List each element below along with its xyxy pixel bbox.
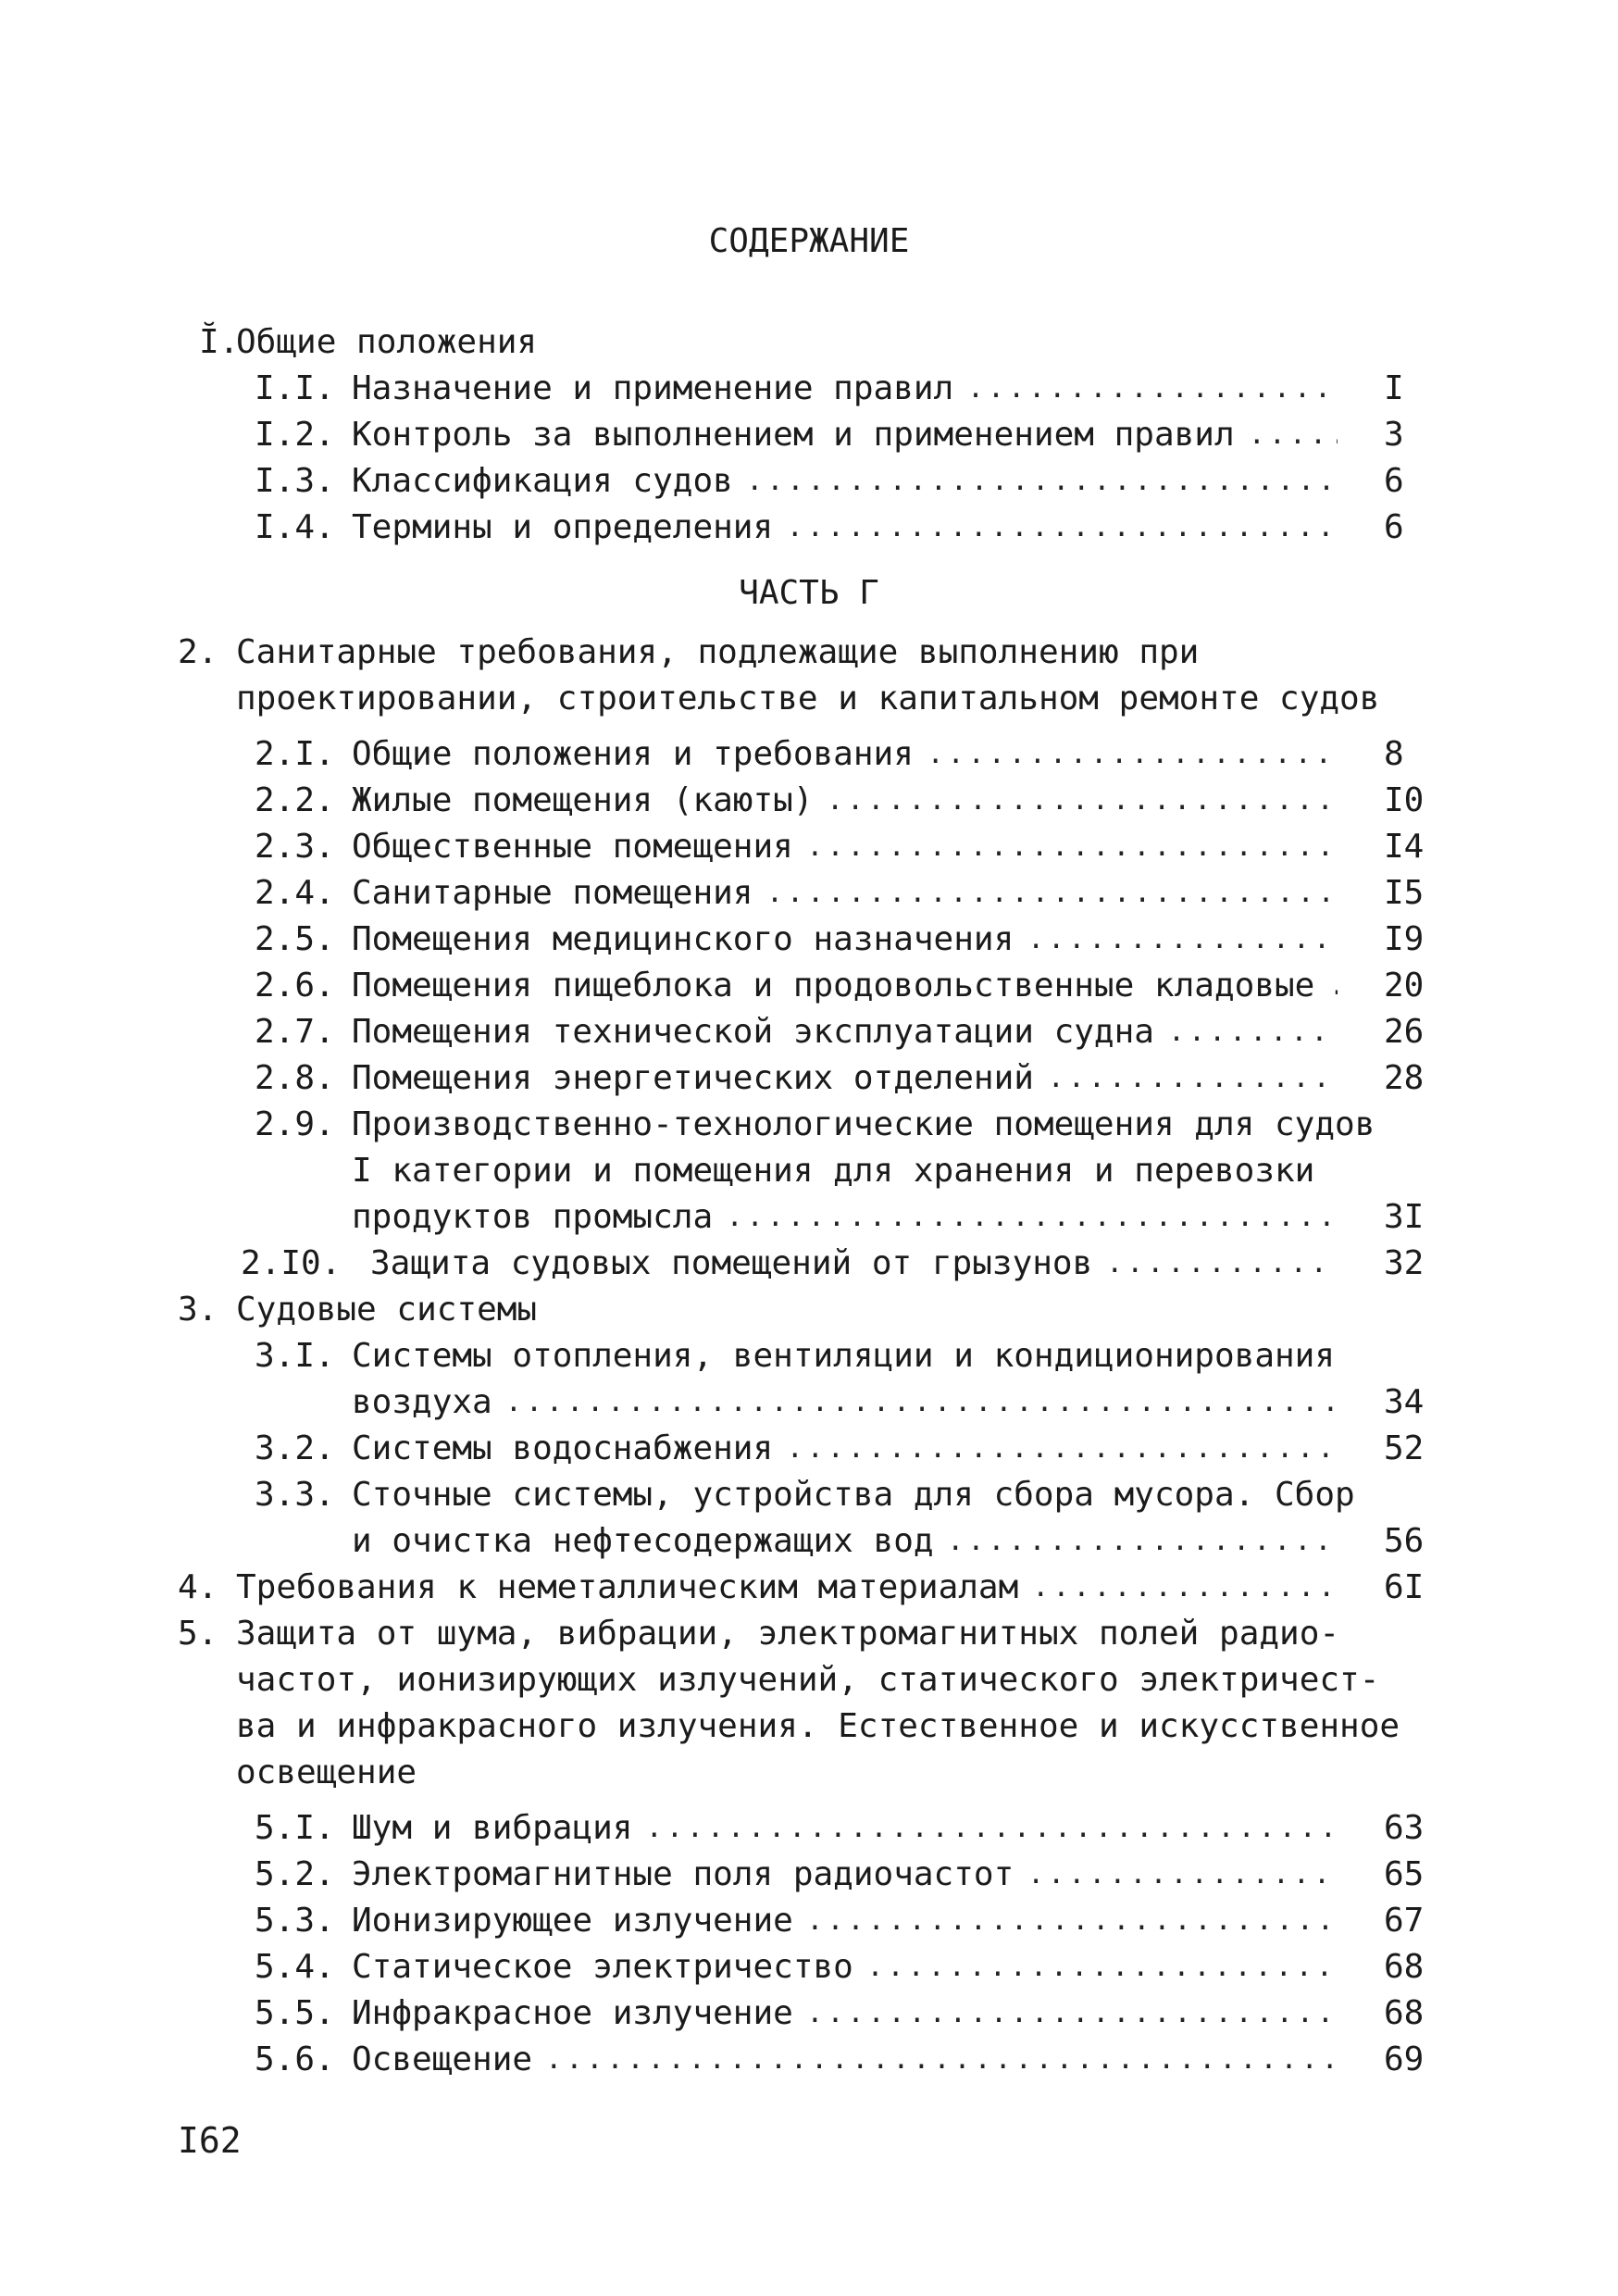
dot-leader — [967, 366, 1338, 412]
toc-entry-title: Освещение — [352, 2040, 533, 2078]
toc-entry-page: 8 — [1384, 735, 1404, 773]
toc-entry-title: Классификация судов — [352, 462, 733, 500]
dot-leader — [646, 1805, 1338, 1852]
toc-entry-title: освещение — [236, 1753, 417, 1791]
toc-entry — [0, 630, 1618, 676]
toc-entry-title: проектировании, строительстве и капитальном ремонте судов — [236, 680, 1380, 718]
toc-entry-title: ва и инфракрасного излучения. Естественное и искусственное — [236, 1707, 1400, 1745]
dot-leader — [927, 731, 1338, 778]
toc-entry — [0, 1944, 1618, 1990]
toc-entry-number: 2.2. — [255, 781, 335, 819]
toc-entry — [0, 1990, 1618, 2037]
toc-entry-title: Термины и определения — [352, 508, 774, 546]
toc-entry — [0, 1750, 1618, 1796]
toc-entry — [0, 1333, 1618, 1379]
toc-entry-title: Назначение и применение правил — [352, 369, 954, 407]
dot-leader — [727, 1194, 1338, 1241]
dot-leader — [806, 1990, 1338, 2037]
toc-entry-title: Помещения энергетических отделений — [352, 1059, 1034, 1097]
toc-entry-title: частот, ионизирующих излучений, статического электричест- — [236, 1661, 1380, 1699]
toc-entry-number: I.2. — [255, 416, 335, 454]
toc-entry — [0, 1426, 1618, 1472]
dot-leader — [1106, 1241, 1338, 1287]
toc-entry — [0, 778, 1618, 824]
toc-entry-title: воздуха — [352, 1383, 492, 1421]
toc-entry-title: Системы отопления, вентиляции и кондиционирования — [352, 1337, 1336, 1375]
toc-entry-number: Ĭ. — [199, 323, 240, 361]
toc-entry — [0, 731, 1618, 778]
toc-entry-title: Сточные системы, устройства для сбора мусора. Сбор — [352, 1476, 1355, 1514]
toc-entry-page: 63 — [1384, 1809, 1425, 1847]
toc-entry-number: 5.I. — [255, 1809, 335, 1847]
toc-entry-title: продуктов промысла — [352, 1198, 714, 1236]
toc-entry — [0, 1287, 1618, 1333]
toc-entry-number: 5.5. — [255, 1994, 335, 2032]
toc-entry-title: Общественные помещения — [352, 828, 793, 866]
toc-entry-number: 2.6. — [255, 967, 335, 1004]
toc-entry — [0, 1657, 1618, 1703]
toc-entry-page: 34 — [1384, 1383, 1425, 1421]
toc-entry-number: 2.7. — [255, 1013, 335, 1051]
toc-entry — [0, 1472, 1618, 1518]
toc-entry — [0, 1055, 1618, 1102]
toc-entry-page: 6 — [1384, 508, 1404, 546]
toc-entry — [0, 963, 1618, 1009]
toc-entry-number: 5.6. — [255, 2040, 335, 2078]
toc-entry — [0, 458, 1618, 505]
toc-entry-title: Санитарные помещения — [352, 874, 753, 912]
part-heading: ЧАСТЬ Г — [739, 574, 879, 612]
toc-entry — [0, 1703, 1618, 1750]
toc-entry-page: 67 — [1384, 1902, 1425, 1940]
toc-entry — [0, 917, 1618, 963]
dot-leader — [1027, 917, 1338, 963]
toc-entry-number: 2.I0. — [241, 1244, 342, 1282]
toc-entry-title: Электромагнитные поля радиочастот — [352, 1855, 1014, 1893]
toc-entry-number: 5.2. — [255, 1855, 335, 1893]
toc-entry-title: Помещения пищеблока и продовольственные кладовые — [352, 967, 1315, 1004]
toc-entry-title: Жилые помещения (каюты) — [352, 781, 814, 819]
toc-entry — [0, 676, 1618, 722]
toc-entry-title: Помещения медицинского назначения — [352, 920, 1014, 958]
dot-leader — [806, 824, 1338, 870]
toc-entry-title: Статическое электричество — [352, 1948, 853, 1986]
dot-leader — [1032, 1565, 1338, 1611]
toc-entry — [0, 1102, 1618, 1148]
toc-entry-page: I9 — [1384, 920, 1425, 958]
toc-entry-page: 68 — [1384, 1948, 1425, 1986]
dot-leader — [1249, 412, 1338, 458]
toc-entry — [0, 1194, 1618, 1241]
toc-entry-page: 56 — [1384, 1522, 1425, 1560]
toc-entry — [0, 870, 1618, 917]
toc-entry-page: I0 — [1384, 781, 1425, 819]
toc-entry-page: I4 — [1384, 828, 1425, 866]
toc-entry-number: 5. — [178, 1615, 218, 1653]
dot-leader — [947, 1518, 1338, 1565]
toc-entry-title: Общие положения и требования — [352, 735, 914, 773]
toc-entry — [0, 824, 1618, 870]
dot-leader — [1027, 1852, 1338, 1898]
toc-entry — [0, 1148, 1618, 1194]
toc-entry — [0, 1805, 1618, 1852]
toc-entry — [0, 1565, 1618, 1611]
toc-entry-page: I5 — [1384, 874, 1425, 912]
toc-entry-title: Шум и вибрация — [352, 1809, 633, 1847]
toc-entry-title: Общие положения — [236, 323, 538, 361]
toc-entry-number: 5.3. — [255, 1902, 335, 1940]
dot-leader — [766, 870, 1338, 917]
toc-entry-title: Защита от шума, вибрации, электромагнитных полей радио- — [236, 1615, 1340, 1653]
toc-entry-number: I.I. — [255, 369, 335, 407]
toc-entry-number: 2.3. — [255, 828, 335, 866]
toc-entry-number: I.4. — [255, 508, 335, 546]
toc-entry-page: 3I — [1384, 1198, 1425, 1236]
toc-entry-title: Производственно-технологические помещения для судов — [352, 1105, 1375, 1143]
toc-entry-number: 2.I. — [255, 735, 335, 773]
toc-entry-title: Системы водоснабжения — [352, 1429, 774, 1467]
toc-entry-title: Санитарные требования, подлежащие выполнению при — [236, 633, 1200, 671]
toc-entry-number: 3. — [178, 1291, 218, 1329]
toc-entry-page: I — [1384, 369, 1404, 407]
toc-entry-page: 68 — [1384, 1994, 1425, 2032]
toc-entry-page: 26 — [1384, 1013, 1425, 1051]
dot-leader — [867, 1944, 1338, 1990]
toc-entry — [0, 2037, 1618, 2083]
dot-leader — [545, 2037, 1338, 2083]
toc-entry-title: Требования к неметаллическим материалам — [236, 1568, 1019, 1606]
toc-title: СОДЕРЖАНИЕ — [708, 222, 910, 260]
toc-entry-number: 3.3. — [255, 1476, 335, 1514]
toc-entry-page: 6I — [1384, 1568, 1425, 1606]
dot-leader — [1048, 1055, 1338, 1102]
toc-entry-page: 52 — [1384, 1429, 1425, 1467]
toc-entry-title: Ионизирующее излучение — [352, 1902, 793, 1940]
toc-entry-title: и очистка нефтесодержащих вод — [352, 1522, 934, 1560]
toc-entry-number: 5.4. — [255, 1948, 335, 1986]
toc-entry-page: 65 — [1384, 1855, 1425, 1893]
toc-entry-page: 6 — [1384, 462, 1404, 500]
toc-entry-page: 28 — [1384, 1059, 1425, 1097]
toc-entry-title: Инфракрасное излучение — [352, 1994, 793, 2032]
toc-entry-page: 32 — [1384, 1244, 1425, 1282]
toc-entry — [0, 1518, 1618, 1565]
dot-leader — [827, 778, 1338, 824]
toc-entry-number: 3.I. — [255, 1337, 335, 1375]
toc-entry-title: Защита судовых помещений от грызунов — [370, 1244, 1093, 1282]
toc-entry-number: 2.4. — [255, 874, 335, 912]
toc-entry-number: 2.9. — [255, 1105, 335, 1143]
toc-entry-title: Контроль за выполнением и применением правил — [352, 416, 1235, 454]
toc-entry-number: I.3. — [255, 462, 335, 500]
dot-leader — [787, 505, 1338, 551]
toc-entry-page: 20 — [1384, 967, 1425, 1004]
toc-entry-number: 4. — [178, 1568, 218, 1606]
toc-entry-number: 2.5. — [255, 920, 335, 958]
toc-entry-title: Помещения технической эксплуатации судна — [352, 1013, 1154, 1051]
dot-leader — [787, 1426, 1338, 1472]
toc-entry — [0, 366, 1618, 412]
toc-entry-title: Судовые системы — [236, 1291, 538, 1329]
toc-entry-number: 2. — [178, 633, 218, 671]
dot-leader — [505, 1379, 1338, 1426]
dot-leader — [1168, 1009, 1338, 1055]
toc-entry — [0, 1898, 1618, 1944]
toc-entry-number: 2.8. — [255, 1059, 335, 1097]
toc-entry — [0, 1009, 1618, 1055]
toc-entry — [0, 1379, 1618, 1426]
toc-entry — [0, 1241, 1618, 1287]
toc-entry-page: 69 — [1384, 2040, 1425, 2078]
dot-leader — [1329, 963, 1338, 1009]
toc-entry-page: 3 — [1384, 416, 1404, 454]
toc-entry-number: 3.2. — [255, 1429, 335, 1467]
page-number: I62 — [178, 2120, 242, 2161]
dot-leader — [806, 1898, 1338, 1944]
toc-entry — [0, 1611, 1618, 1657]
dot-leader — [746, 458, 1338, 505]
toc-entry — [0, 505, 1618, 551]
toc-entry — [0, 412, 1618, 458]
toc-entry — [0, 1852, 1618, 1898]
toc-entry-title: I категории и помещения для хранения и перевозки — [352, 1152, 1315, 1190]
toc-entry — [0, 319, 1618, 366]
